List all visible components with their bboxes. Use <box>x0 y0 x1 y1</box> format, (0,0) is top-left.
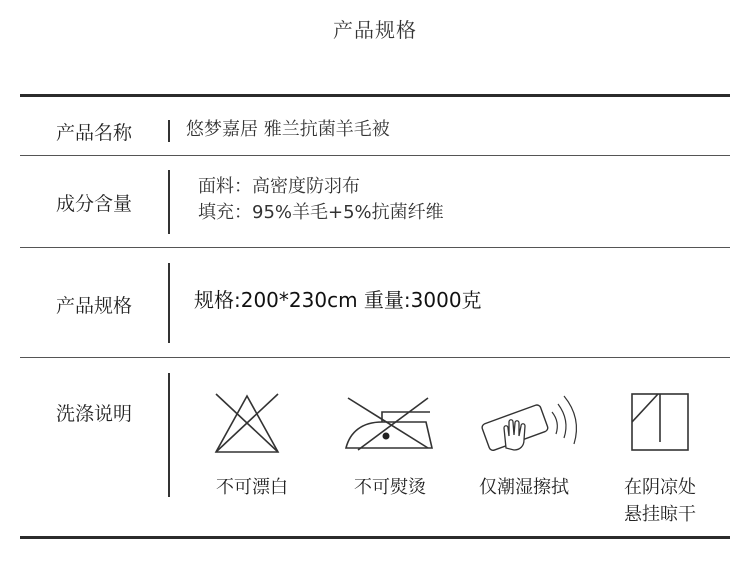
product-name-label: 产品名称 <box>55 122 132 144</box>
spec-value: 规格:200*230cm 重量:3000克 <box>194 288 482 312</box>
care-label: 洗涤说明 <box>55 403 132 425</box>
no-bleach-icon <box>210 390 284 456</box>
table-bottom-border <box>20 536 730 539</box>
table-top-border <box>20 94 730 97</box>
hang-dry-line-1: 在阴凉处 <box>624 477 696 498</box>
row-divider-1 <box>20 155 730 156</box>
hang-dry-line-2: 悬挂晾干 <box>624 504 696 525</box>
product-name-divider <box>168 120 170 142</box>
wipe-clean-icon <box>478 392 588 454</box>
page-title: 产品规格 <box>333 18 417 42</box>
spec-label: 产品规格 <box>55 295 132 317</box>
hang-dry-shade-icon <box>630 392 690 452</box>
wipe-clean-text: 仅潮湿擦拭 <box>479 477 569 498</box>
hang-dry-shade-text <box>612 474 708 528</box>
spec-divider <box>168 263 170 343</box>
composition-divider <box>168 170 170 234</box>
product-name-value: 悠梦嘉居 雅兰抗菌羊毛被 <box>186 119 390 140</box>
row-divider-3 <box>20 357 730 358</box>
composition-label: 成分含量 <box>55 193 132 215</box>
no-iron-icon <box>338 392 438 452</box>
fabric-line: 面料：高密度防羽布 <box>198 176 360 197</box>
no-bleach-text: 不可漂白 <box>216 477 288 498</box>
composition-values <box>198 174 444 226</box>
care-divider <box>168 373 170 497</box>
no-iron-text: 不可熨烫 <box>354 477 426 498</box>
filling-line: 填充：95%羊毛+5%抗菌纤维 <box>198 202 444 223</box>
row-divider-2 <box>20 247 730 248</box>
